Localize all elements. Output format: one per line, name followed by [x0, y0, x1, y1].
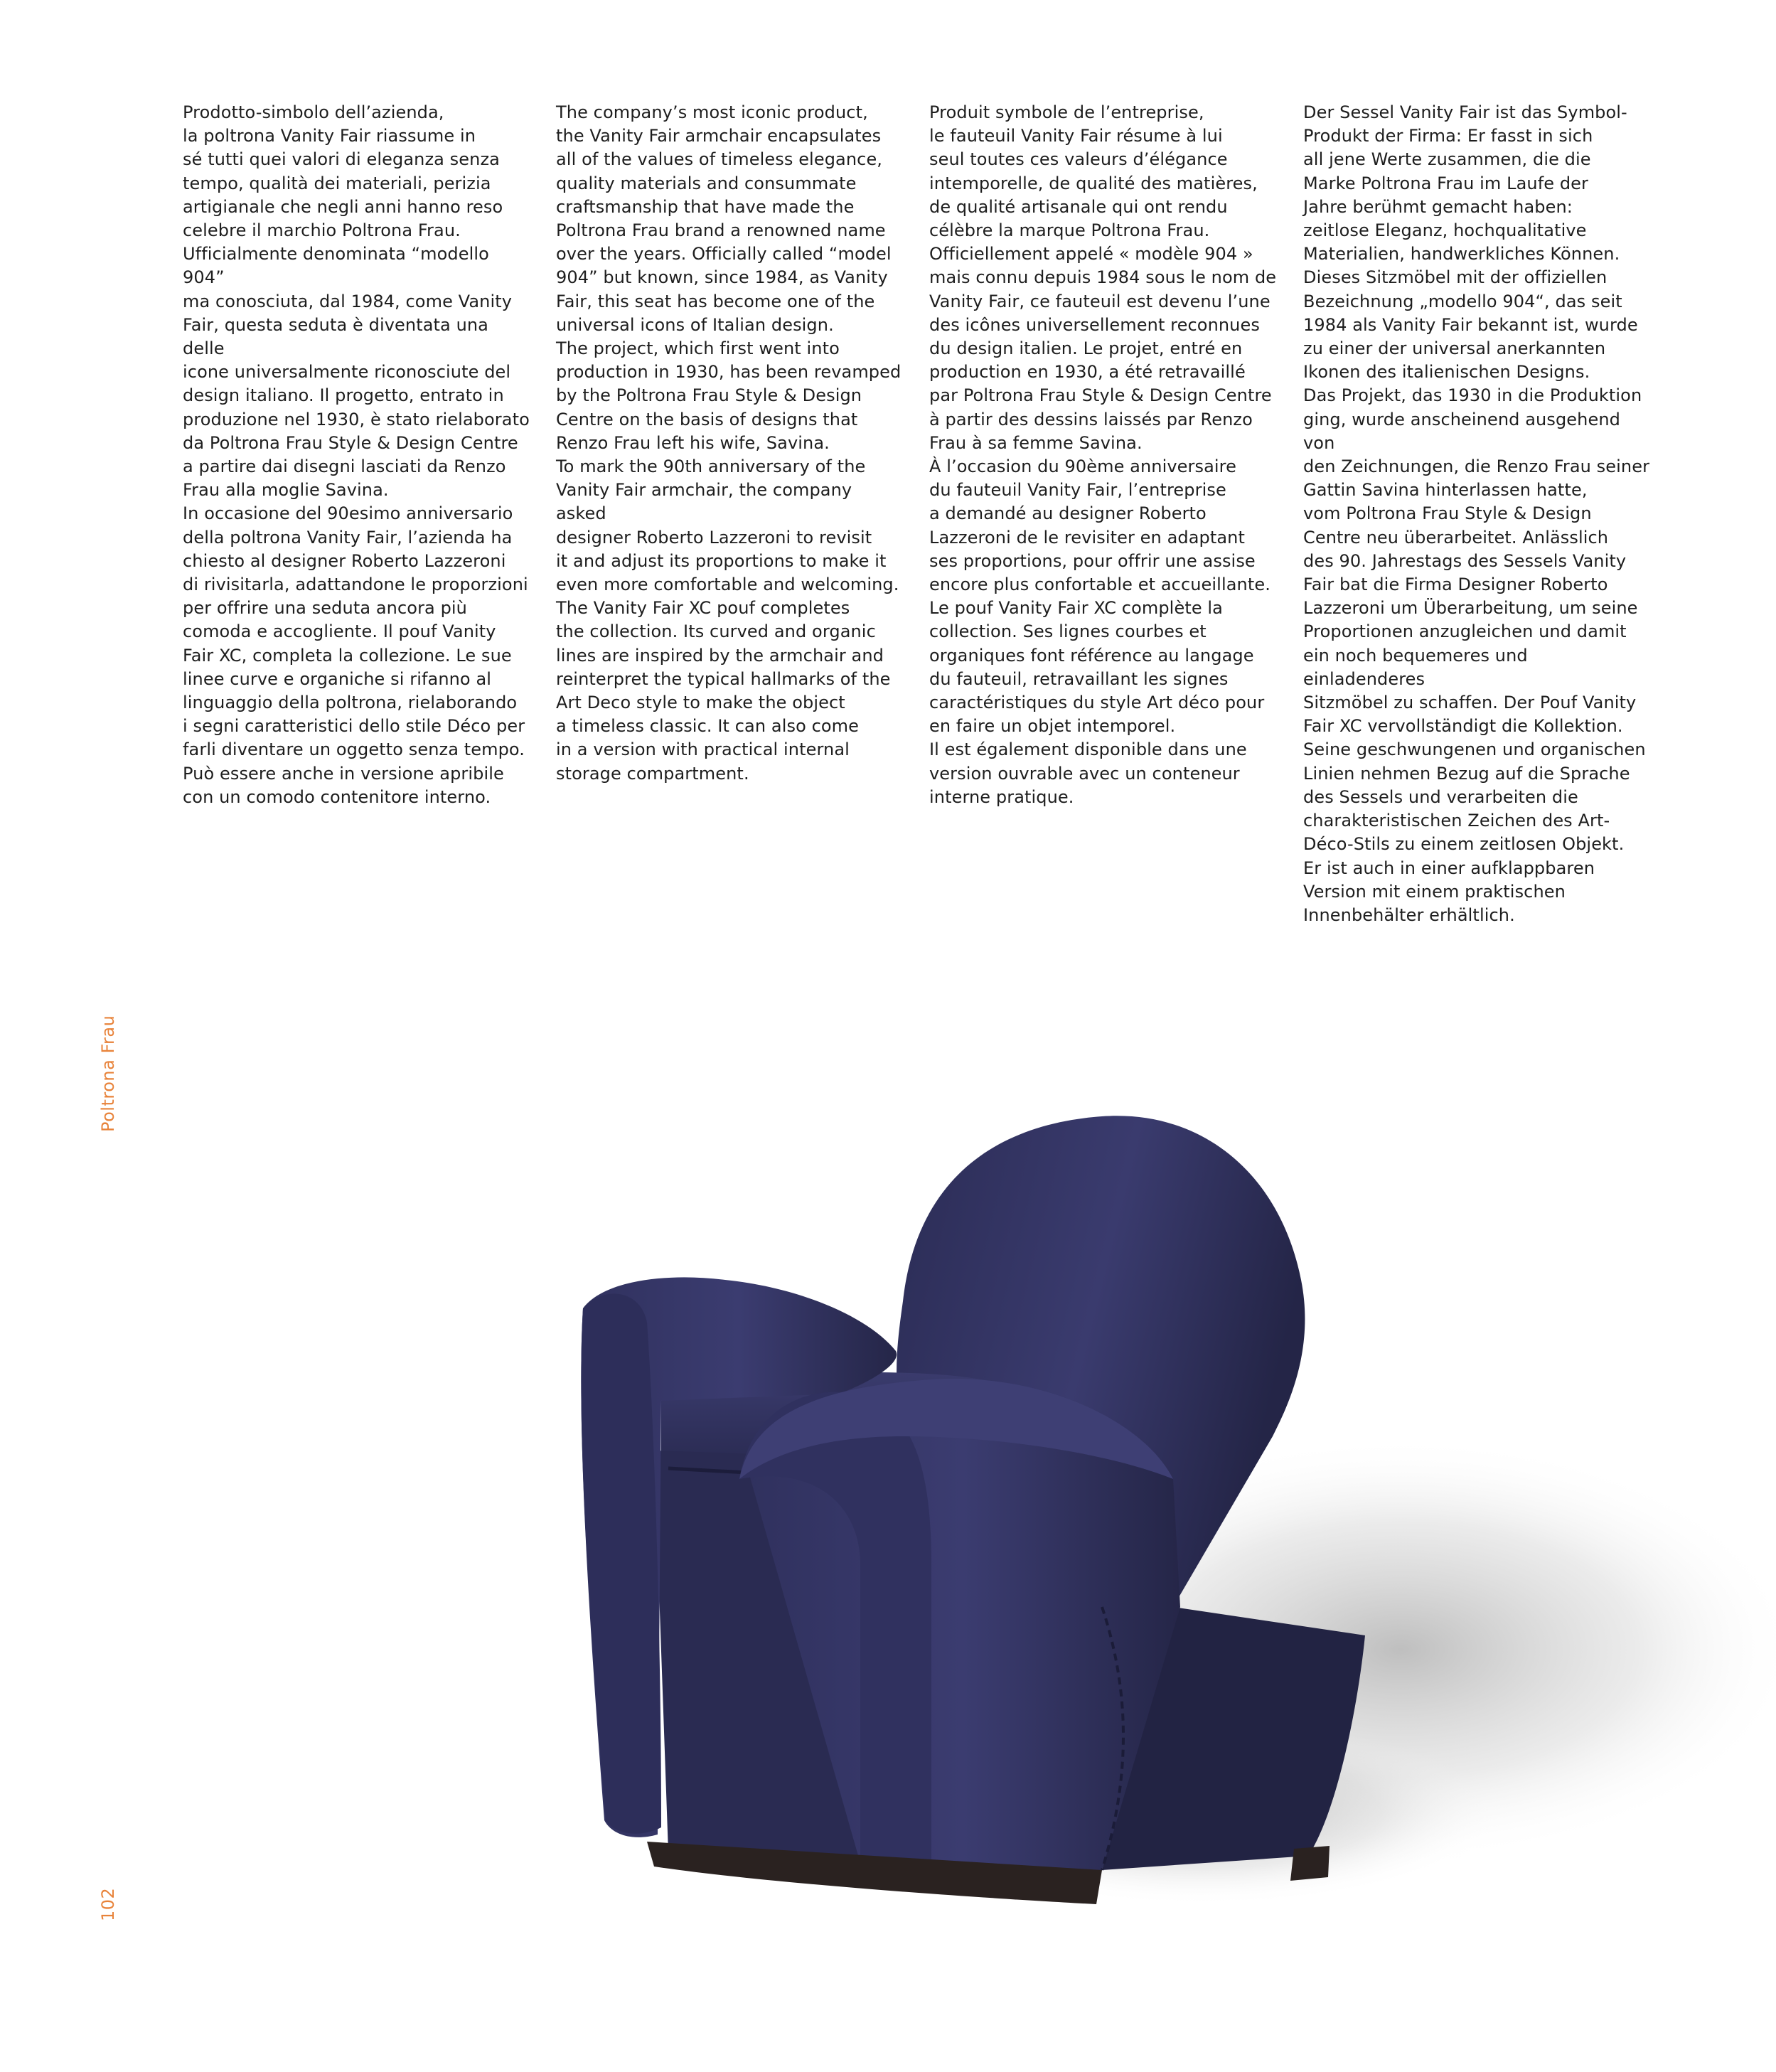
text-line: tempo, qualità dei materiali, perizia [183, 173, 491, 193]
text-line: craftsmanship that have made the [556, 196, 855, 217]
text-line: vom Poltrona Frau Style & Design [1303, 503, 1592, 524]
text-line: sé tutti quei valori di eleganza senza [183, 149, 500, 170]
text-line: in a version with practical internal [556, 739, 850, 760]
text-line: de qualité artisanale qui ont rendu [929, 196, 1228, 217]
text-line: farli diventare un oggetto senza tempo. [183, 739, 525, 760]
text-line: the Vanity Fair armchair encapsulates [556, 126, 882, 146]
text-line: en faire un objet intemporel. [929, 716, 1176, 737]
text-line: Déco-Stils zu einem zeitlosen Objekt. [1303, 834, 1625, 855]
text-line: linee curve e organiche si rifanno al [183, 668, 492, 689]
text-line: produzione nel 1930, è stato rielaborato [183, 409, 530, 429]
text-line: icone universalmente riconosciute del [183, 362, 511, 383]
text-line: zu einer der universal anerkannten [1303, 338, 1606, 359]
text-line: mais connu depuis 1984 sous le nom de [929, 267, 1277, 288]
text-line: Vanity Fair armchair, the company asked [556, 480, 852, 524]
text-line: charakteristischen Zeichen des Art- [1303, 811, 1610, 831]
text-line: lines are inspired by the armchair and [556, 645, 884, 666]
left-arm-front [581, 1294, 661, 1834]
text-line: quality materials and consummate [556, 173, 857, 193]
text-line: Art Deco style to make the object [556, 693, 845, 713]
text-line: célèbre la marque Poltrona Frau. [929, 220, 1210, 241]
chair-back-foot [1290, 1846, 1330, 1881]
text-line: Fair XC, completa la collezione. Le sue [183, 645, 512, 666]
text-line: Er ist auch in einer aufklappbaren [1303, 858, 1595, 878]
text-line: all jene Werte zusammen, die die [1303, 149, 1591, 170]
text-line: ses proportions, pour offrir une assise [929, 550, 1256, 571]
text-line: To mark the 90th anniversary of the [556, 456, 866, 477]
text-column-french [929, 101, 1278, 809]
text-line: Poltrona Frau brand a renowned name [556, 220, 886, 241]
text-column-english [556, 101, 904, 786]
text-line: Fair bat die Firma Designer Roberto [1303, 575, 1608, 595]
text-line: designer Roberto Lazzeroni to revisit [556, 527, 872, 548]
text-line: ma conosciuta, dal 1984, come Vanity [183, 291, 513, 311]
text-line: Il est également disponible dans une [929, 739, 1247, 760]
text-line: production in 1930, has been revamped [556, 362, 902, 383]
text-line: it and adjust its proportions to make it [556, 550, 887, 571]
text-line: du fauteuil, retravaillant les signes [929, 668, 1229, 689]
text-line: À l’occasion du 90ème anniversaire [929, 456, 1236, 477]
text-line: comoda e accogliente. Il pouf Vanity [183, 621, 496, 642]
text-line: In occasione del 90esimo anniversario [183, 503, 513, 524]
text-line: Fair, questa seduta è diventata una delle [183, 314, 488, 359]
text-line: over the years. Officially called “model [556, 244, 892, 265]
text-line: reinterpret the typical hallmarks of the [556, 668, 891, 689]
text-line: Vanity Fair, ce fauteuil est devenu l’une [929, 291, 1271, 311]
text-line: la poltrona Vanity Fair riassume in [183, 126, 476, 146]
text-line: even more comfortable and welcoming. [556, 575, 899, 595]
text-line: intemporelle, de qualité des matières, [929, 173, 1258, 193]
text-line: den Zeichnungen, die Renzo Frau seiner [1303, 456, 1650, 477]
text-line: Ufficialmente denominata “modello 904” [183, 244, 489, 288]
text-line: Centre neu überarbeitet. Anlässlich [1303, 527, 1609, 548]
text-line: interne pratique. [929, 786, 1074, 807]
text-line: chiesto al designer Roberto Lazzeroni [183, 550, 506, 571]
text-column-italian [183, 101, 531, 809]
text-line: ging, wurde anscheinend ausgehend von [1303, 409, 1620, 453]
text-line: Frau à sa femme Savina. [929, 432, 1143, 453]
text-line: Linien nehmen Bezug auf die Sprache [1303, 763, 1630, 784]
text-line: The Vanity Fair XC pouf completes [556, 598, 850, 619]
text-line: con un comodo contenitore interno. [183, 786, 491, 807]
text-line: Materialien, handwerkliches Können. [1303, 244, 1620, 265]
text-line: Centre on the basis of designs that [556, 409, 858, 429]
text-line: i segni caratteristici dello stile Déco per [183, 716, 525, 737]
text-line: seul toutes ces valeurs d’élégance [929, 149, 1228, 170]
text-line: des Sessels und verarbeiten die [1303, 786, 1578, 807]
text-line: organiques font référence au langage [929, 645, 1254, 666]
text-line: 904” but known, since 1984, as Vanity [556, 267, 888, 288]
text-line: The company’s most iconic product, [556, 102, 868, 122]
text-line: Ikonen des italienischen Designs. [1303, 362, 1590, 383]
text-line: The project, which first went into [556, 338, 840, 359]
text-line: zeitlose Eleganz, hochqualitative [1303, 220, 1587, 241]
brand-label: Poltrona Frau [98, 1015, 118, 1132]
text-line: artigianale che negli anni hanno reso [183, 196, 503, 217]
text-line: da Poltrona Frau Style & Design Centre [183, 432, 518, 453]
text-line: par Poltrona Frau Style & Design Centre [929, 385, 1272, 406]
text-line: the collection. Its curved and organic [556, 621, 876, 642]
text-line: Gattin Savina hinterlassen hatte, [1303, 480, 1588, 501]
text-line: Le pouf Vanity Fair XC complète la [929, 598, 1223, 619]
text-line: Version mit einem praktischen [1303, 881, 1566, 902]
text-line: celebre il marchio Poltrona Frau. [183, 220, 461, 241]
text-line: Può essere anche in versione apribile [183, 763, 504, 784]
text-line: di rivisitarla, adattandone le proporzioni [183, 575, 528, 595]
text-line: Sitzmöbel zu schaffen. Der Pouf Vanity [1303, 693, 1637, 713]
text-line: Das Projekt, das 1930 in die Produktion [1303, 385, 1642, 406]
text-line: Frau alla moglie Savina. [183, 480, 389, 501]
text-line: della poltrona Vanity Fair, l’azienda ha [183, 527, 513, 548]
text-line: universal icons of Italian design. [556, 314, 834, 335]
text-line: Dieses Sitzmöbel mit der offiziellen [1303, 267, 1608, 288]
text-line: Fair, this seat has become one of the [556, 291, 875, 311]
text-line: Bezeichnung „modello 904“, das seit [1303, 291, 1622, 311]
text-line: production en 1930, a été retravaillé [929, 362, 1246, 383]
text-column-german [1303, 101, 1652, 927]
text-line: du fauteuil Vanity Fair, l’entreprise [929, 480, 1226, 501]
text-line: Innenbehälter erhältlich. [1303, 904, 1515, 925]
text-line: 1984 als Vanity Fair bekannt ist, wurde [1303, 314, 1638, 335]
text-line: per offrire una seduta ancora più [183, 598, 467, 619]
armchair-image [562, 1067, 1776, 1977]
text-line: by the Poltrona Frau Style & Design [556, 385, 862, 406]
text-line: design italiano. Il progetto, entrato in [183, 385, 504, 406]
text-line: all of the values of timeless elegance, [556, 149, 883, 170]
text-line: des 90. Jahrestags des Sessels Vanity [1303, 550, 1627, 571]
text-line: Officiellement appelé « modèle 904 » [929, 244, 1253, 265]
text-line: Renzo Frau left his wife, Savina. [556, 432, 830, 453]
text-line: a partire dai disegni lasciati da Renzo [183, 456, 506, 477]
text-line: a demandé au designer Roberto [929, 503, 1207, 524]
page-number: 102 [98, 1887, 118, 1921]
text-line: Lazzeroni um Überarbeitung, um seine [1303, 598, 1638, 619]
text-line: des icônes universellement reconnues [929, 314, 1260, 335]
text-line: storage compartment. [556, 763, 749, 784]
text-line: Seine geschwungenen und organischen [1303, 739, 1646, 760]
text-line: Marke Poltrona Frau im Laufe der [1303, 173, 1589, 193]
text-line: Produkt der Firma: Er fasst in sich [1303, 126, 1593, 146]
text-line: le fauteuil Vanity Fair résume à lui [929, 126, 1223, 146]
text-line: a timeless classic. It can also come [556, 716, 860, 737]
text-line: Der Sessel Vanity Fair ist das Symbol- [1303, 102, 1627, 122]
text-line: Lazzeroni de le revisiter en adaptant [929, 527, 1246, 548]
text-line: Proportionen anzugleichen und damit [1303, 621, 1627, 642]
text-line: Jahre berühmt gemacht haben: [1303, 196, 1573, 217]
text-line: caractéristiques du style Art déco pour [929, 693, 1265, 713]
text-line: version ouvrable avec un conteneur [929, 763, 1240, 784]
text-line: encore plus confortable et accueillante. [929, 575, 1271, 595]
text-line: linguaggio della poltrona, rielaborando [183, 693, 518, 713]
text-line: Prodotto-simbolo dell’azienda, [183, 102, 444, 122]
text-line: Fair XC vervollständigt die Kollektion. [1303, 716, 1623, 737]
text-line: ein noch bequemeres und einladenderes [1303, 645, 1528, 689]
text-line: collection. Ses lignes courbes et [929, 621, 1207, 642]
text-line: à partir des dessins laissés par Renzo [929, 409, 1253, 429]
text-line: Produit symbole de l’entreprise, [929, 102, 1204, 122]
text-line: du design italien. Le projet, entré en [929, 338, 1243, 359]
